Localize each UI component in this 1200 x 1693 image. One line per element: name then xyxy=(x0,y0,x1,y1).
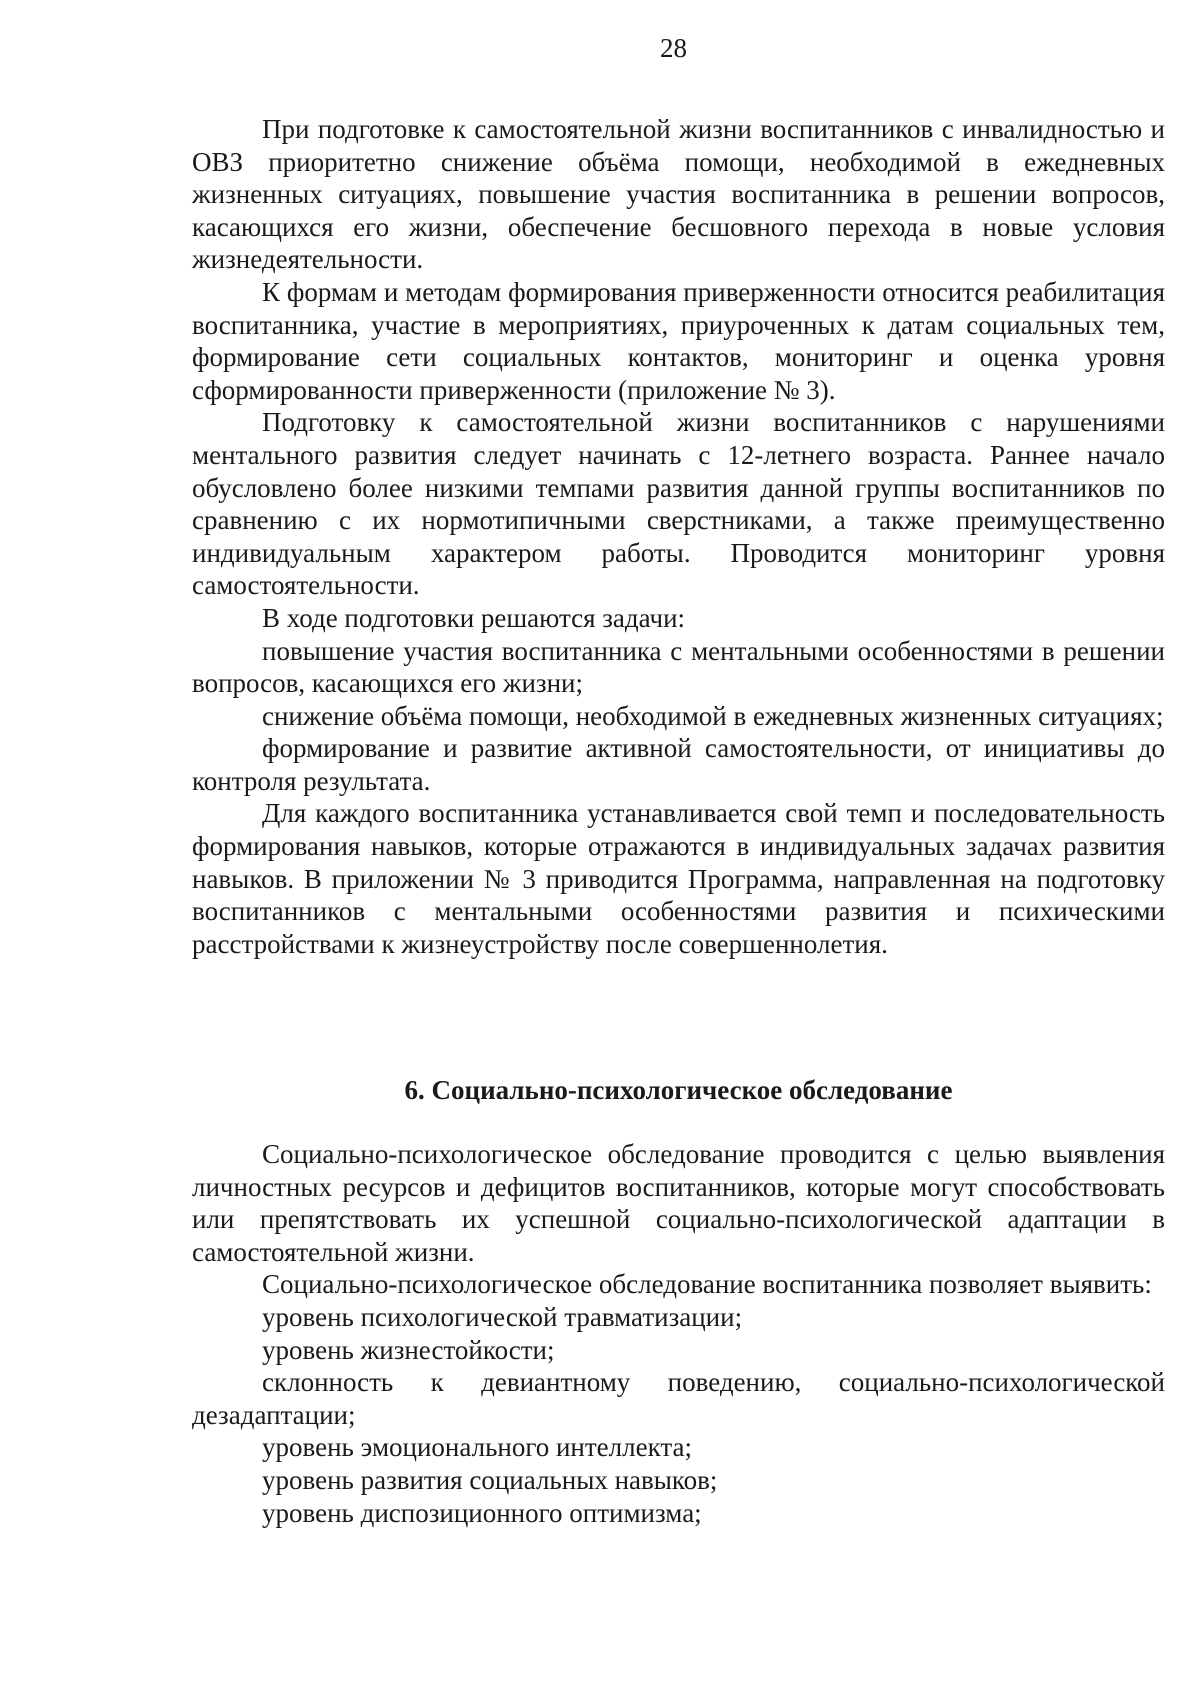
list-item: повышение участия воспитанника с ментальными особенностями в решении вопросов, касающихся его жизни; xyxy=(192,635,1165,699)
list-item: формирование и развитие активной самостоятельности, от инициативы до контроля результата. xyxy=(192,733,1165,796)
body-text-top xyxy=(192,113,1165,960)
list-item: уровень диспозиционного оптимизма; xyxy=(262,1497,702,1528)
page-number: 28 xyxy=(660,33,687,63)
list-item: уровень эмоционального интеллекта; xyxy=(262,1432,692,1463)
paragraph: В ходе подготовки решаются задачи: xyxy=(262,602,686,633)
paragraph: Социально-психологическое обследование воспитанника позволяет выявить: xyxy=(262,1269,1152,1300)
list-item: уровень жизнестойкости; xyxy=(262,1334,555,1365)
body-text-bottom xyxy=(192,1138,1165,1529)
section-heading: 6. Социально-психологическое обследование xyxy=(404,1075,953,1105)
paragraph: При подготовке к самостоятельной жизни воспитанников с инвалидностью и ОВЗ приоритетно снижение объёма помощи, необходимой в ежедневных жизненных ситуациях, повышение участия воспитанника в решении вопросов, касающихся его жизни, обеспечение бесшовного перехода в новые условия жизнедеятельности. xyxy=(192,114,1165,275)
list-item: склонность к девиантному поведению, социально-психологической дезадаптации; xyxy=(192,1367,1165,1430)
paragraph: Социально-психологическое обследование проводится с целью выявления личностных ресурсов и дефицитов воспитанников, которые могут способствовать или препятствовать их успешной социально-психологической адаптации в самостоятельной жизни. xyxy=(192,1139,1165,1267)
list-item: снижение объёма помощи, необходимой в ежедневных жизненных ситуациях; xyxy=(262,700,1164,731)
paragraph: Для каждого воспитанника устанавливается свой темп и последовательность формирования навыков, которые отражаются в индивидуальных задачах развития навыков. В приложении № 3 приводится Программа, направленная на подготовку воспитанников с ментальными особенностями развития и психическими расстройствами к жизнеустройству после совершеннолетия. xyxy=(192,798,1165,959)
list-item: уровень развития социальных навыков; xyxy=(262,1464,718,1495)
paragraph: Подготовку к самостоятельной жизни воспитанников с нарушениями ментального развития следует начинать с 12-летнего возраста. Раннее начало обусловлено более низкими темпами развития данной группы воспитанников по сравнению с их нормотипичными сверстниками, а также преимущественно индивидуальным характером работы. Проводится мониторинг уровня самостоятельности. xyxy=(192,407,1165,601)
paragraph: К формам и методам формирования приверженности относится реабилитация воспитанника, участие в мероприятиях, приуроченных к датам социальных тем, формирование сети социальных контактов, мониторинг и оценка уровня сформированности приверженности (приложение № 3). xyxy=(192,276,1165,405)
list-item: уровень психологической травматизации; xyxy=(262,1301,743,1332)
